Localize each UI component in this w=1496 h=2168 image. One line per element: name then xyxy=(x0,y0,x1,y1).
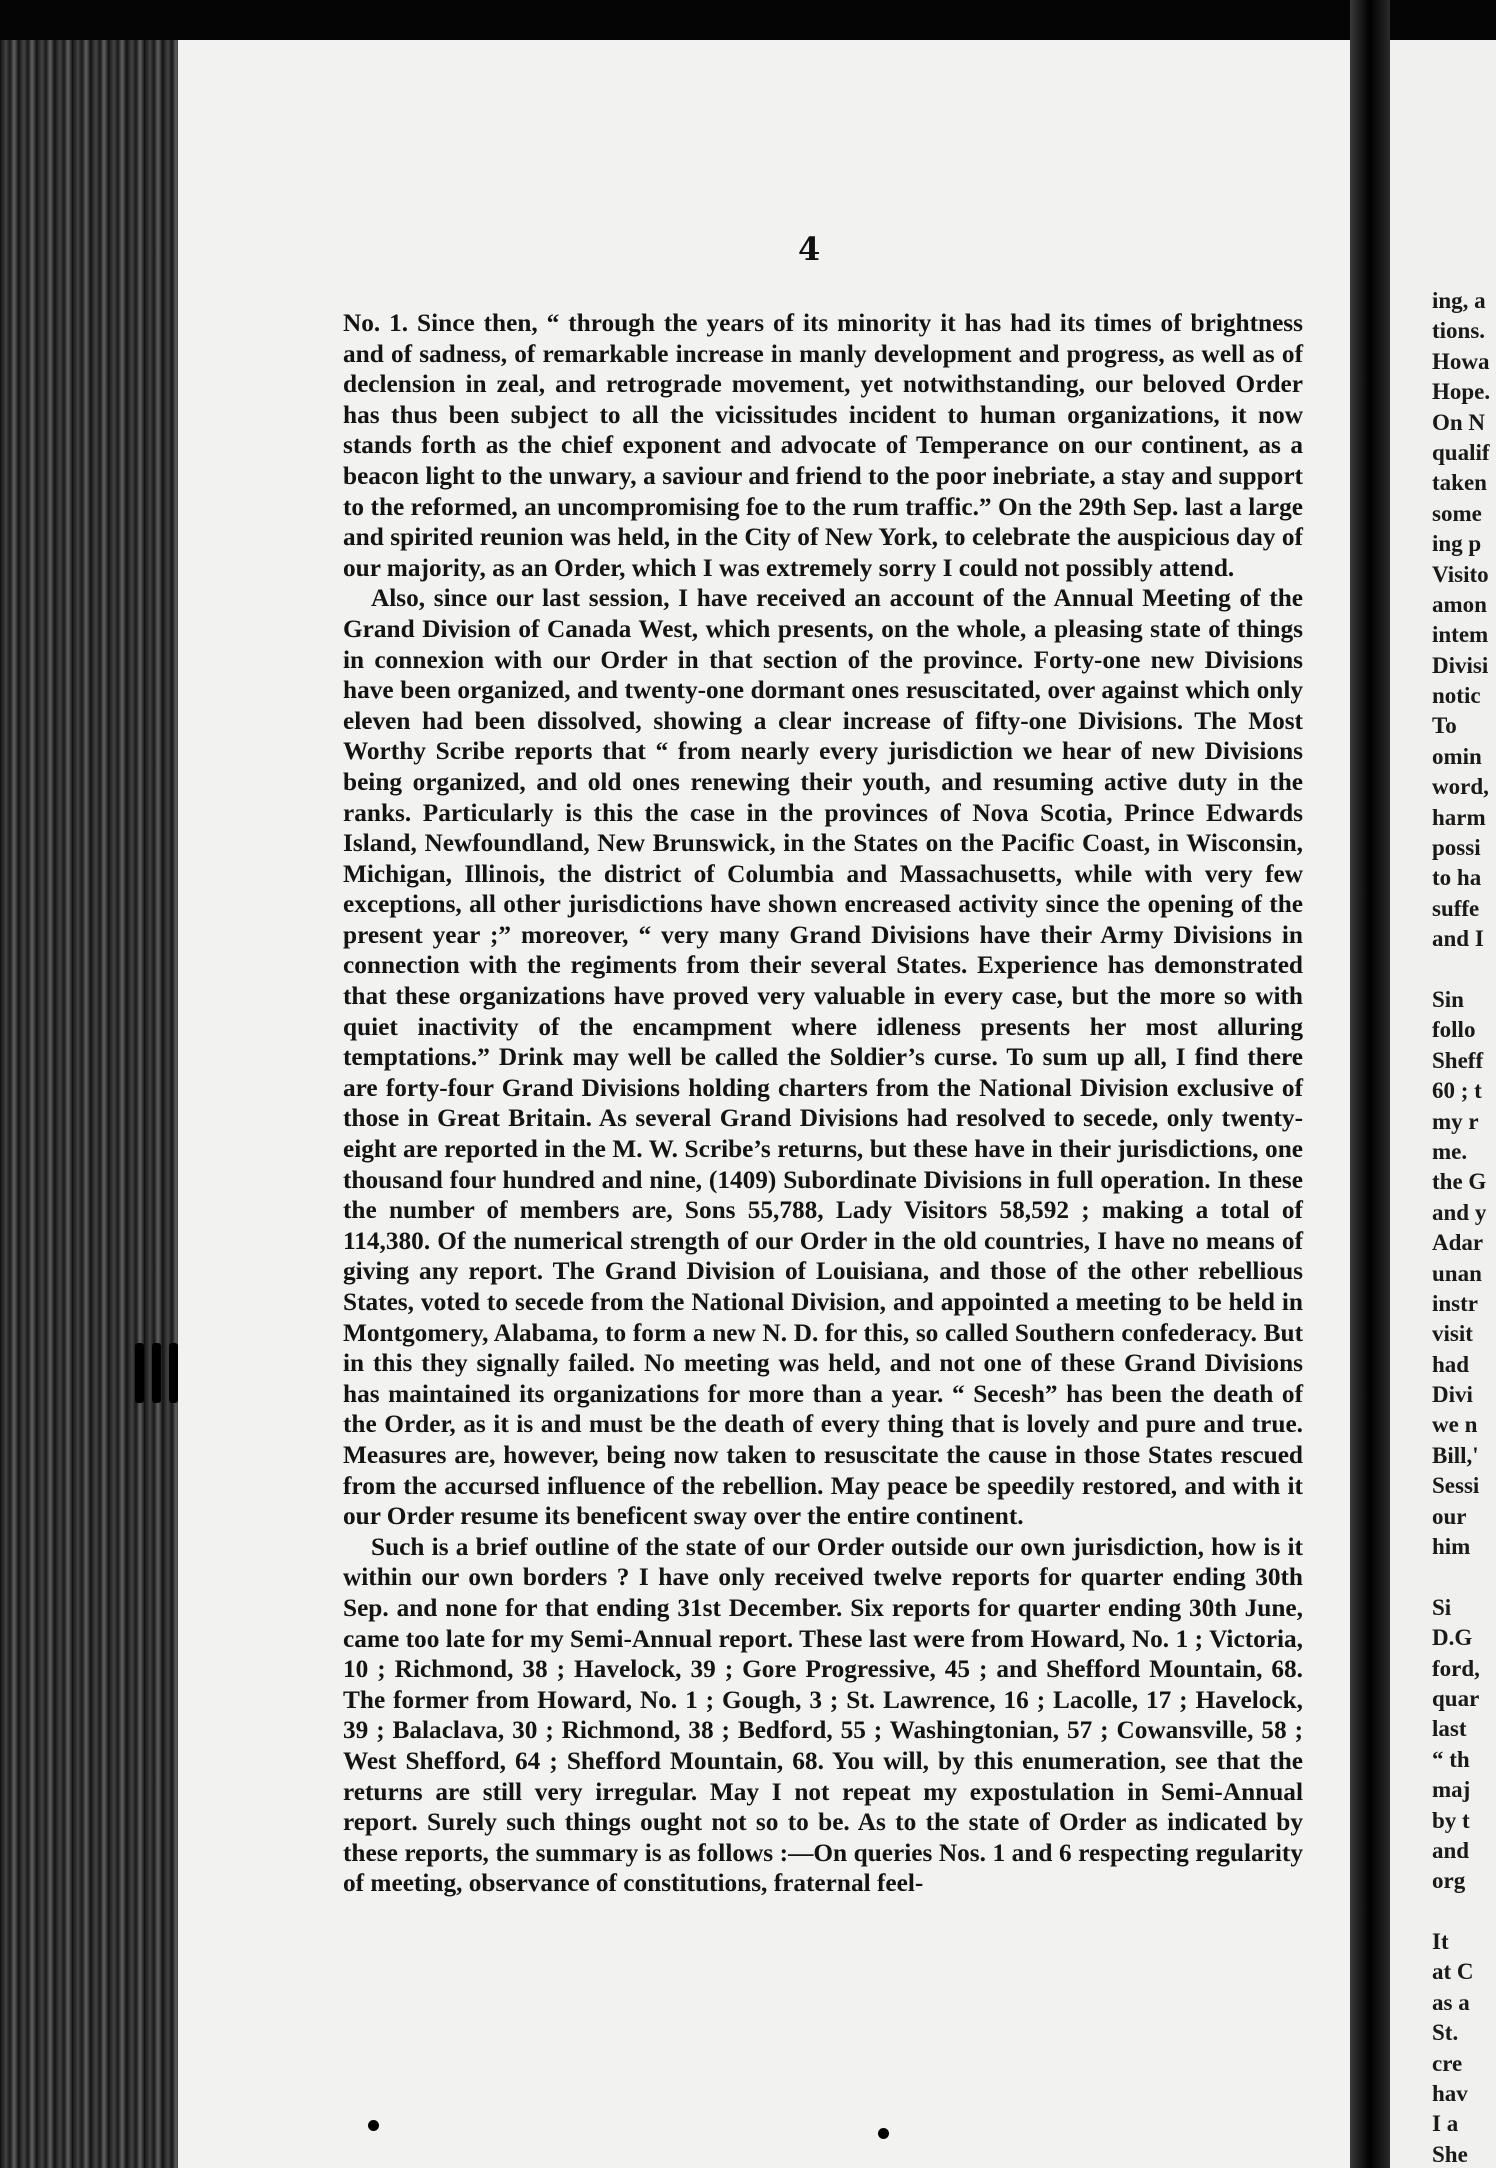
facing-page-line xyxy=(1432,955,1496,985)
book-gutter xyxy=(1350,0,1390,2168)
facing-page-line: ford, xyxy=(1432,1655,1480,1681)
edge-mark xyxy=(135,1343,144,1403)
facing-page-line: hav xyxy=(1432,2081,1468,2107)
facing-page-line: On N xyxy=(1432,409,1486,435)
facing-page-line: visit xyxy=(1432,1321,1473,1347)
paragraph: Also, since our last session, I have received an account of the Annual Meeting of the Grand Division of Canada West, which presents, on the whole, a pleasing state of things in connexion with our Order in that section of the province. Forty-one new Divisions have been organized, and twenty-one dormant ones resuscitated, over against which only eleven had been dissolved, showing a clear increase of fifty-one Divisions. The Most Worthy Scribe reports that “ from nearly every jurisdiction we hear of new Divisions being organized, and old ones renewing their youth, and resuming active duty in the ranks. Particularly is this the case in the provinces of Nova Scotia, Prince Edwards Island, Newfoundland, New Brunswick, in the States on the Pacific Coast, in Wisconsin, Michigan, Illinois, the district of Columbia and Massachusetts, while with very few exceptions, all other jurisdictions have shown encreased activity since the opening of the present year ;” moreover, “ very many Grand Divisions have their Army Divisions in connection with the regiments from their several States. Experience has demonstrated that these organizations have proved very valuable in every case, but the more so with quiet inactivity of the encampment where idleness presents her most alluring temptations.” Drink may well be called the Soldier’s curse. To sum up all, I find there are forty-four Grand Divisions holding charters from the National Division exclusive of those in Great Britain. As several Grand Divisions had resolved to secede, only twenty-eight are reported in the M. W. Scribe’s returns, but these have in their jurisdictions, one thousand four hundred and nine, (1409) Subordinate Divisions in full operation. In these the number of members are, Sons 55,788, Lady Visitors 58,592 ; making a total of 114,380. Of the numerical strength of our Order in the old countries, I have no means of giving any report. The Grand Division of Louisiana, and those of the other rebellious States, voted to secede from the National Division, and appointed a meeting to be held in Montgomery, Alabama, to form a new N. D. for this, so called Southern confederacy. But in this they signally failed. No meeting was held, and not one of these Grand Divisions has maintained its organizations for more than a year. “ Secesh” has been the death of the Order, as it is and must be the death of every thing that is lovely and pure and true. Measures are, however, being now taken to resuscitate the cause in those States rescued from the accursed influence of the rebellion. May peace be speedily restored, and with it our Order resume its beneficent sway over the entire continent. xyxy=(343,584,1303,1531)
facing-page-line: qualif xyxy=(1432,439,1490,465)
facing-page-line: intem xyxy=(1432,622,1489,648)
facing-page-line: the G xyxy=(1432,1169,1487,1195)
facing-page-line: and y xyxy=(1432,1199,1487,1225)
page-body xyxy=(343,308,1303,1899)
paragraph: Such is a brief outline of the state of our Order outside our own jurisdiction, how is it within our own borders ? I have only received twelve reports for quarter ending 30th Sep. and none for that ending 31st December. Six reports for quarter ending 30th June, came too late for my Semi-Annual report. These last were from Howard, No. 1 ; Victoria, 10 ; Richmond, 38 ; Havelock, 39 ; Gore Progressive, 45 ; and Shefford Mountain, 68. The former from Howard, No. 1 ; Gough, 3 ; St. Lawrence, 16 ; Lacolle, 17 ; Havelock, 39 ; Balaclava, 30 ; Richmond, 38 ; Bedford, 55 ; Washingtonian, 57 ; Cowansville, 58 ; West Shefford, 64 ; Shefford Mountain, 68. You will, by this enumeration, see that the returns are still very irregular. May I not repeat my expostulation in Semi-Annual report. Surely such things ought not so to be. As to the state of Order as indicated by these reports, the summary is as follows :—On queries Nos. 1 and 6 respecting regularity of meeting, observance of constitutions, fraternal feel- xyxy=(343,1532,1303,1898)
facing-page-line: Howa xyxy=(1432,348,1490,374)
facing-page-line: our xyxy=(1432,1503,1467,1529)
book-page xyxy=(178,40,1350,2168)
facing-page-line: Sin xyxy=(1432,986,1464,1012)
facing-page-line: She xyxy=(1432,2141,1468,2167)
facing-page-line: Adar xyxy=(1432,1230,1484,1256)
facing-page-line: St. xyxy=(1432,2020,1459,2046)
facing-page-line: possi xyxy=(1432,835,1481,861)
facing-page-line: to ha xyxy=(1432,865,1482,891)
facing-page-line: notic xyxy=(1432,683,1481,709)
book-page-edges xyxy=(0,40,178,2168)
facing-page-line: I a xyxy=(1432,2111,1459,2137)
facing-page-line: instr xyxy=(1432,1290,1478,1316)
facing-page xyxy=(1390,40,1496,2168)
facing-page-line: Divisi xyxy=(1432,652,1489,678)
facing-page-line: taken xyxy=(1432,470,1487,496)
facing-page-line: Si xyxy=(1432,1594,1452,1620)
facing-page-line xyxy=(1432,1897,1496,1927)
edge-mark xyxy=(152,1343,161,1403)
facing-page-line: It xyxy=(1432,1929,1449,1955)
facing-page-line: him xyxy=(1432,1534,1471,1560)
facing-page-line: Visito xyxy=(1432,561,1489,587)
facing-page-line: cre xyxy=(1432,2050,1463,2076)
facing-page-line: ing p xyxy=(1432,531,1482,557)
facing-page-line: harm xyxy=(1432,804,1486,830)
facing-page-line: word, xyxy=(1432,774,1489,800)
facing-page-line: my r xyxy=(1432,1108,1479,1134)
facing-page-line: “ th xyxy=(1432,1746,1470,1772)
facing-page-line: org xyxy=(1432,1868,1466,1894)
facing-page-line: tions. xyxy=(1432,318,1486,344)
facing-page-line: unan xyxy=(1432,1260,1482,1286)
facing-page-line: and xyxy=(1432,1837,1470,1863)
facing-page-line: as a xyxy=(1432,1989,1470,2015)
facing-page-line: Bill,' xyxy=(1432,1442,1479,1468)
facing-page-line: amon xyxy=(1432,591,1487,617)
facing-page-line: and I xyxy=(1432,926,1484,952)
facing-page-line: some xyxy=(1432,500,1482,526)
facing-page-line: by t xyxy=(1432,1807,1470,1833)
page-speck xyxy=(368,2120,379,2131)
facing-page-line: quar xyxy=(1432,1685,1480,1711)
facing-page-line: Sheff xyxy=(1432,1047,1484,1073)
facing-page-line: ing, a xyxy=(1432,288,1486,313)
facing-page-line: D.G xyxy=(1432,1625,1473,1651)
facing-page-line: To xyxy=(1432,713,1457,739)
facing-page-line: follo xyxy=(1432,1017,1476,1043)
facing-page-line: omin xyxy=(1432,743,1482,769)
page-speck xyxy=(878,2128,889,2139)
paragraph: No. 1. Since then, “ through the years of its minority it has had its times of brightness and of sadness, of remarkable increase in manly development and progress, as well as of declension in zeal, and retrograde movement, yet notwithstanding, our beloved Order has thus been subject to all the vicissitudes incident to human organizations, it now stands forth as the chief exponent and advocate of Temperance on our continent, as a beacon light to the unwary, a saviour and friend to the poor inebriate, a stay and support to the reformed, an uncompromising foe to the rum traffic.” On the 29th Sep. last a large and spirited reunion was held, in the City of New York, to celebrate the auspicious day of our majority, as an Order, which I was extremely sorry I could not possibly attend. xyxy=(343,309,1303,582)
facing-page-line: maj xyxy=(1432,1777,1471,1803)
facing-page-line: Divi xyxy=(1432,1382,1473,1408)
facing-page-line: Sessi xyxy=(1432,1473,1480,1499)
facing-page-line: at C xyxy=(1432,1959,1474,1985)
facing-page-line: last xyxy=(1432,1716,1467,1742)
facing-page-line: 60 ; t xyxy=(1432,1078,1482,1104)
edge-mark xyxy=(169,1343,178,1403)
facing-page-line: suffe xyxy=(1432,895,1480,921)
facing-page-line: we n xyxy=(1432,1412,1478,1438)
page-number: 4 xyxy=(798,230,821,268)
facing-page-line: Hope. xyxy=(1432,379,1491,405)
facing-page-line xyxy=(1432,1562,1496,1592)
facing-page-line: me. xyxy=(1432,1138,1468,1164)
facing-page-line: had xyxy=(1432,1351,1470,1377)
facing-page-text xyxy=(1432,286,1496,2168)
